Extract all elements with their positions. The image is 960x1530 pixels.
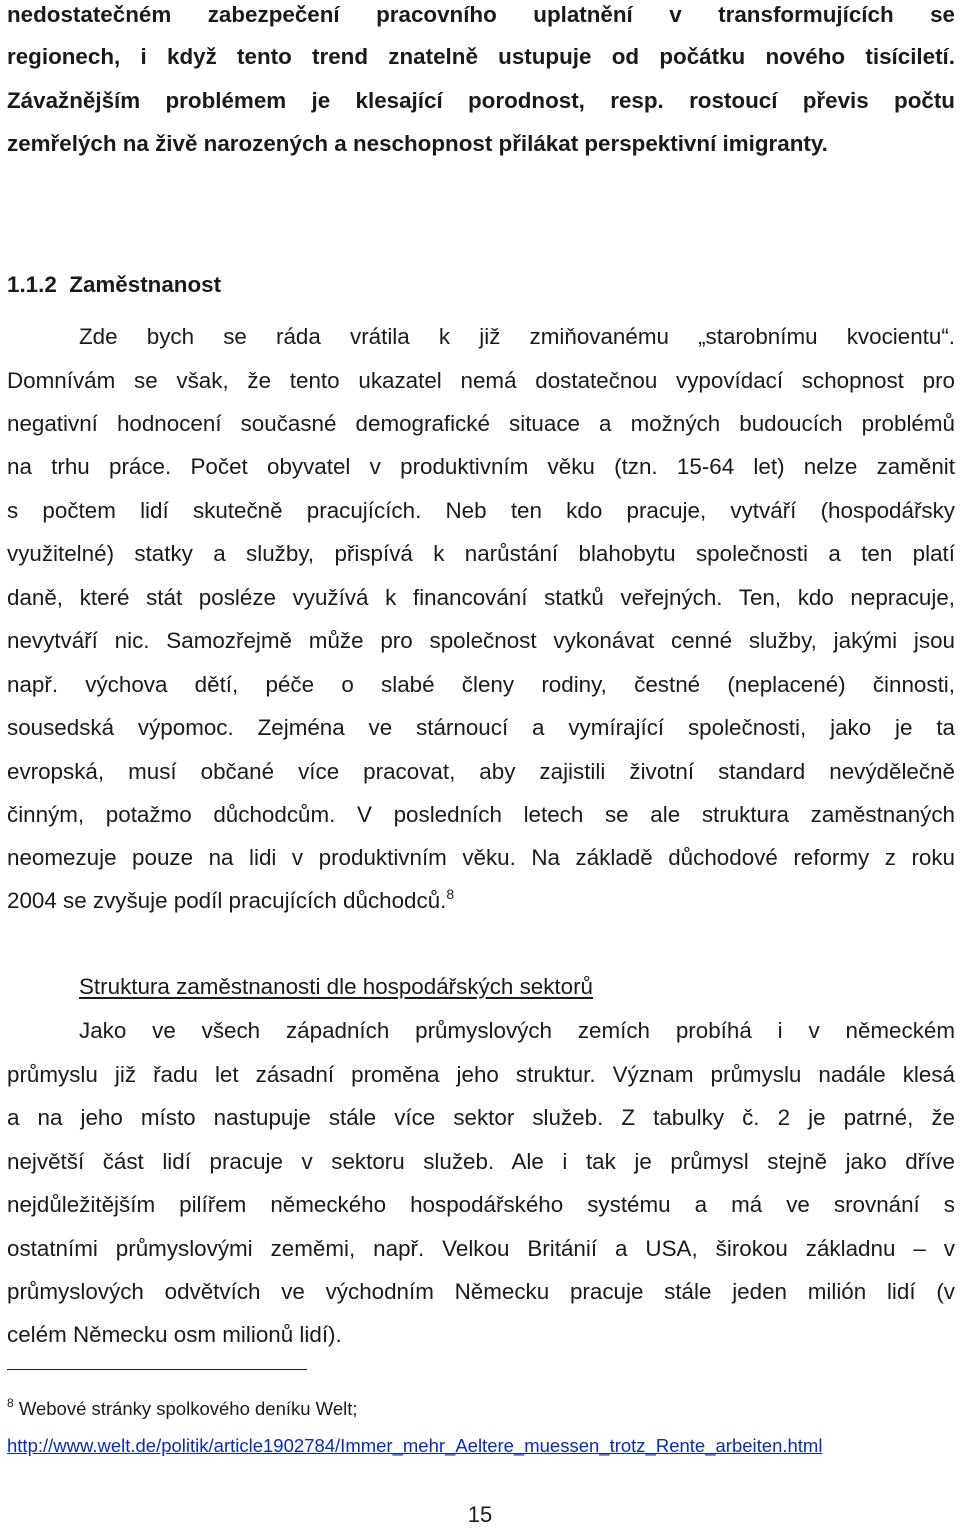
text-line: nevytváří nic. Samozřejmě může pro společnost vykonávat cenné služby, jakými jsou — [7, 628, 955, 653]
text-line: Zde bych se ráda vrátila k již zmiňovanému „starobnímu kvocientu“. — [79, 324, 955, 349]
text-line: s počtem lidí skutečně pracujících. Neb ten kdo pracuje, vytváří (hospodářsky — [7, 498, 955, 523]
text-line: evropská, musí občané více pracovat, aby zajistili životní standard nevýdělečně — [7, 759, 955, 784]
text-line: celém Německu osm milionů lidí). — [7, 1322, 342, 1347]
text-line — [7, 886, 955, 916]
footnote-url-line — [7, 1434, 822, 1458]
text-line: negativní hodnocení současné demografické situace a možných budoucích problémů — [7, 411, 955, 436]
footnote — [7, 1397, 358, 1421]
text-line: zemřelých na živě narozených a neschopnost přilákat perspektivní imigranty. — [7, 131, 828, 156]
text-line: průmyslu již řadu let zásadní proměna jeho struktur. Význam průmyslu nadále klesá — [7, 1062, 955, 1087]
text-line: největší část lidí pracuje v sektoru služeb. Ale i tak je průmysl stejně jako dříve — [7, 1149, 955, 1174]
footnote-number: 8 — [7, 1396, 14, 1410]
footnote-separator — [7, 1369, 307, 1370]
section-number: 1.1.2 — [7, 272, 57, 297]
section-title: Zaměstnanost — [69, 272, 222, 297]
text-line: nedostatečném zabezpečení pracovního uplatnění v transformujících se — [7, 2, 955, 27]
text-line: Jako ve všech západních průmyslových zemích probíhá i v německém — [79, 1018, 955, 1043]
section-heading — [7, 270, 221, 300]
text-line: ostatními průmyslovými zeměmi, např. Velkou Británií a USA, širokou základnu – v — [7, 1236, 955, 1261]
text-line: průmyslových odvětvích ve východním Německu pracuje stále jeden milión lidí (v — [7, 1279, 955, 1304]
text-line: využitelné) statky a služby, přispívá k narůstání blahobytu společnosti a ten platí — [7, 541, 955, 566]
footnote-reference[interactable]: 8 — [446, 886, 455, 902]
text-line: regionech, i když tento trend znatelně ustupuje od počátku nového tisíciletí. — [7, 44, 955, 69]
page-number: 15 — [467, 1502, 493, 1527]
subsection-heading: Struktura zaměstnanosti dle hospodářských sektorů — [79, 974, 594, 999]
text-line: sousedská výpomoc. Zejména ve stárnoucí a vymírající společnosti, jako je ta — [7, 715, 955, 740]
text-line: a na jeho místo nastupuje stále více sektor služeb. Z tabulky č. 2 je patrné, že — [7, 1105, 955, 1130]
text-line: daně, které stát posléze využívá k financování statků veřejných. Ten, kdo nepracuje, — [7, 585, 955, 610]
text-line: Závažnějším problémem je klesající porodnost, resp. rostoucí převis počtu — [7, 88, 955, 113]
text-line: činným, potažmo důchodcům. V posledních letech se ale struktura zaměstnaných — [7, 802, 955, 827]
footnote-link[interactable]: http://www.welt.de/politik/article1902784/Immer_mehr_Aeltere_muessen_trotz_Rente_arbeiten.html — [7, 1435, 823, 1456]
text-line: nejdůležitějším pilířem německého hospodářského systému a má ve srovnání s — [7, 1192, 955, 1217]
text-line: neomezuje pouze na lidi v produktivním věku. Na základě důchodové reformy z roku — [7, 845, 955, 870]
footnote-text: Webové stránky spolkového deníku Welt; — [18, 1398, 358, 1419]
text-line: Domnívám se však, že tento ukazatel nemá dostatečnou vypovídací schopnost pro — [7, 368, 955, 393]
last-line-text: 2004 se zvyšuje podíl pracujících důchodců. — [7, 888, 447, 913]
text-line: na trhu práce. Počet obyvatel v produktivním věku (tzn. 15-64 let) nelze zaměnit — [7, 454, 955, 479]
text-line: např. výchova dětí, péče o slabé členy rodiny, čestné (neplacené) činnosti, — [7, 672, 955, 697]
